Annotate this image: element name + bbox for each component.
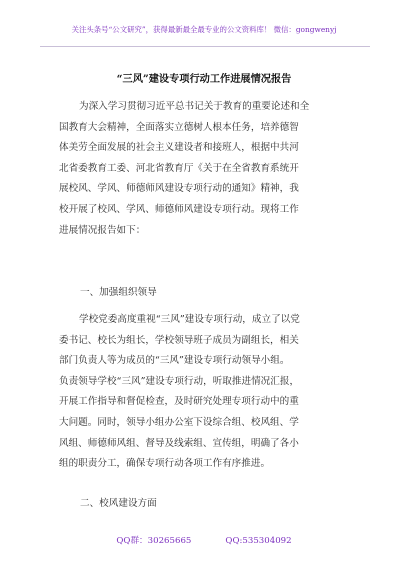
- document-title: “三风”建设专项行动工作进展情况报告: [116, 73, 292, 85]
- header-divider: [40, 46, 370, 47]
- paragraph-line: 为深入学习贯彻习近平总书记关于教育的重要论述和全: [79, 101, 310, 112]
- paragraph-line: 展校风、学风、师德师风建设专项行动的通知》精神，我: [59, 183, 299, 195]
- section-heading-school-style: 二、校风建设方面: [80, 498, 157, 509]
- paragraph-line: 进展情况报告如下：: [59, 224, 146, 236]
- paragraph-line: 负责领导学校“三风”建设专项行动，听取推进情况汇报，: [59, 375, 300, 387]
- header-banner: 关注头条号“公文研究”，获得最新最全最专业的公文资料库！ 微信：gongwenyj: [71, 25, 337, 34]
- footer-contact: [0, 534, 408, 546]
- paragraph-line: 风组、师德师风组、督导及线索组、宣传组，明确了各小: [59, 437, 299, 449]
- footer-qq: QQ:535304092: [225, 536, 292, 546]
- paragraph-line: 国教育大会精神，全面落实立德树人根本任务，培养德智: [59, 121, 299, 133]
- paragraph-line: 校开展了校风、学风、师德师风建设专项行动。现将工作: [59, 203, 299, 215]
- intro-paragraph: [59, 97, 349, 241]
- paragraph-line: 体美劳全面发展的社会主义建设者和接班人，根据中共河: [59, 142, 299, 154]
- paragraph-line: 学校党委高度重视“三风”建设专项行动，成立了以党: [79, 314, 300, 325]
- paragraph-line: 北省委教育工委、河北省教育厅《关于在全省教育系统开: [59, 162, 299, 174]
- paragraph-line: 委书记、校长为组长，学校领导班子成员为副组长，相关: [59, 334, 299, 346]
- paragraph-line: 部门负责人等为成员的“三风”建设专项行动领导小组。: [59, 355, 290, 367]
- paragraph-line: 开展工作指导和督促检查，及时研究处理专项行动中的重: [59, 396, 299, 408]
- footer-qq-group: QQ群：30265665: [116, 536, 192, 546]
- paragraph-line: 大问题。同时，领导小组办公室下设综合组、校风组、学: [59, 416, 299, 428]
- paragraph-line: 组的职责分工，确保专项行动各项工作有序推进。: [59, 458, 271, 470]
- section1-paragraph: [59, 310, 349, 475]
- section-heading-organization: 一、加强组织领导: [80, 287, 157, 298]
